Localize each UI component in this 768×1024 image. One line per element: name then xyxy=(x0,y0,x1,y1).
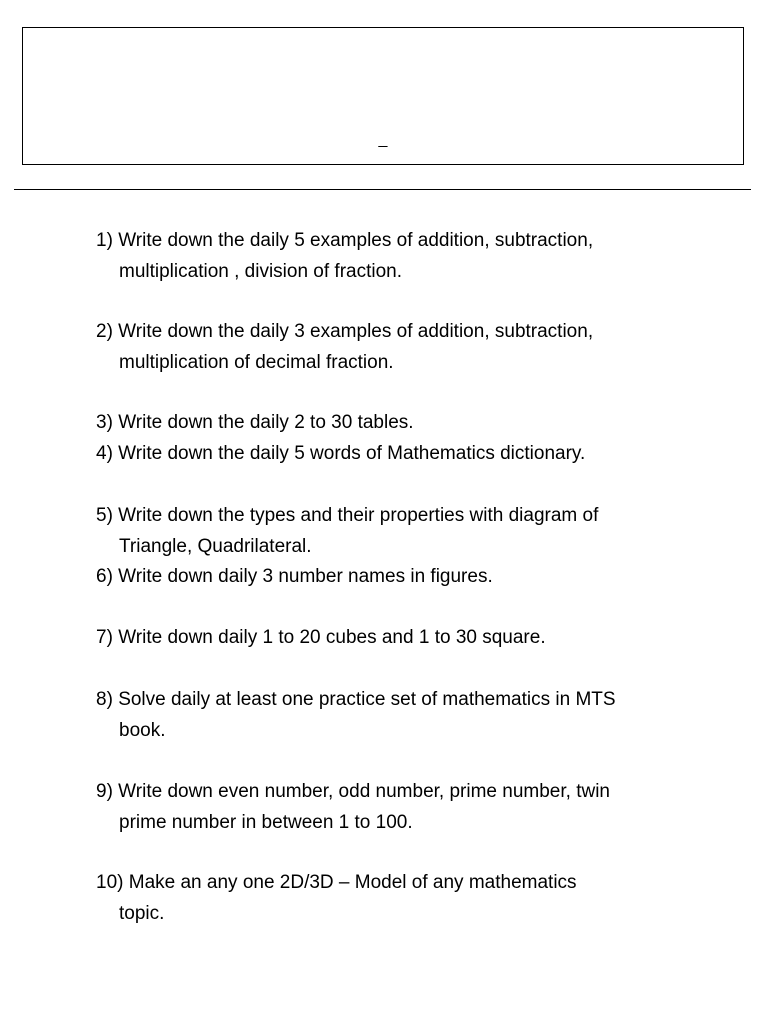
item-text-line1: Write down the types and their properties with diagram of xyxy=(112,505,599,526)
item-text-line2: multiplication of decimal fraction. xyxy=(119,352,394,373)
header-mark: _ xyxy=(378,131,388,148)
header-box xyxy=(22,27,744,165)
item-number: 7) xyxy=(96,627,119,648)
item-number: 2) xyxy=(96,321,113,342)
item-number: 3) xyxy=(96,412,119,433)
list-item-7 xyxy=(96,622,546,653)
item-number: 6) xyxy=(96,566,113,587)
item-number: 8) xyxy=(96,689,119,710)
list-item-6 xyxy=(96,561,493,592)
item-text-line1: Write down the daily 2 to 30 tables. xyxy=(118,412,414,433)
item-text-line1: Write down the daily 5 words of Mathematics dictionary. xyxy=(112,443,586,464)
list-item-3 xyxy=(96,407,414,438)
list-item-4 xyxy=(96,438,585,469)
item-text-line1: Write down daily 3 number names in figures. xyxy=(112,566,493,587)
item-text-line1: Make an any one 2D/3D – Model of any mathematics xyxy=(128,872,577,893)
item-text-line1: Solve daily at least one practice set of mathematics in MTS xyxy=(118,689,616,710)
item-text-line2: topic. xyxy=(119,903,165,924)
item-text-line1: Write down the daily 3 examples of addition, subtraction, xyxy=(112,321,594,342)
list-item-1 xyxy=(96,225,593,287)
item-text-line2: Triangle, Quadrilateral. xyxy=(119,536,312,557)
item-number: 9) xyxy=(96,781,113,802)
list-item-8 xyxy=(96,684,616,746)
item-number: 1) xyxy=(96,230,119,251)
list-item-2 xyxy=(96,316,593,378)
item-text-line1: Write down daily 1 to 20 cubes and 1 to 30 square. xyxy=(118,627,546,648)
list-item-10 xyxy=(96,867,577,929)
item-number: 5) xyxy=(96,505,113,526)
divider-line xyxy=(14,189,751,190)
item-text-line2: book. xyxy=(119,720,166,741)
item-text-line2: prime number in between 1 to 100. xyxy=(119,812,413,833)
item-text-line2: multiplication , division of fraction. xyxy=(119,261,403,282)
item-text-line1: Write down the daily 5 examples of addition, subtraction, xyxy=(118,230,594,251)
list-item-9 xyxy=(96,776,610,838)
item-text-line1: Write down even number, odd number, prime number, twin xyxy=(112,781,610,802)
item-number: 10) xyxy=(96,872,129,893)
list-item-5 xyxy=(96,500,598,562)
item-number: 4) xyxy=(96,443,113,464)
